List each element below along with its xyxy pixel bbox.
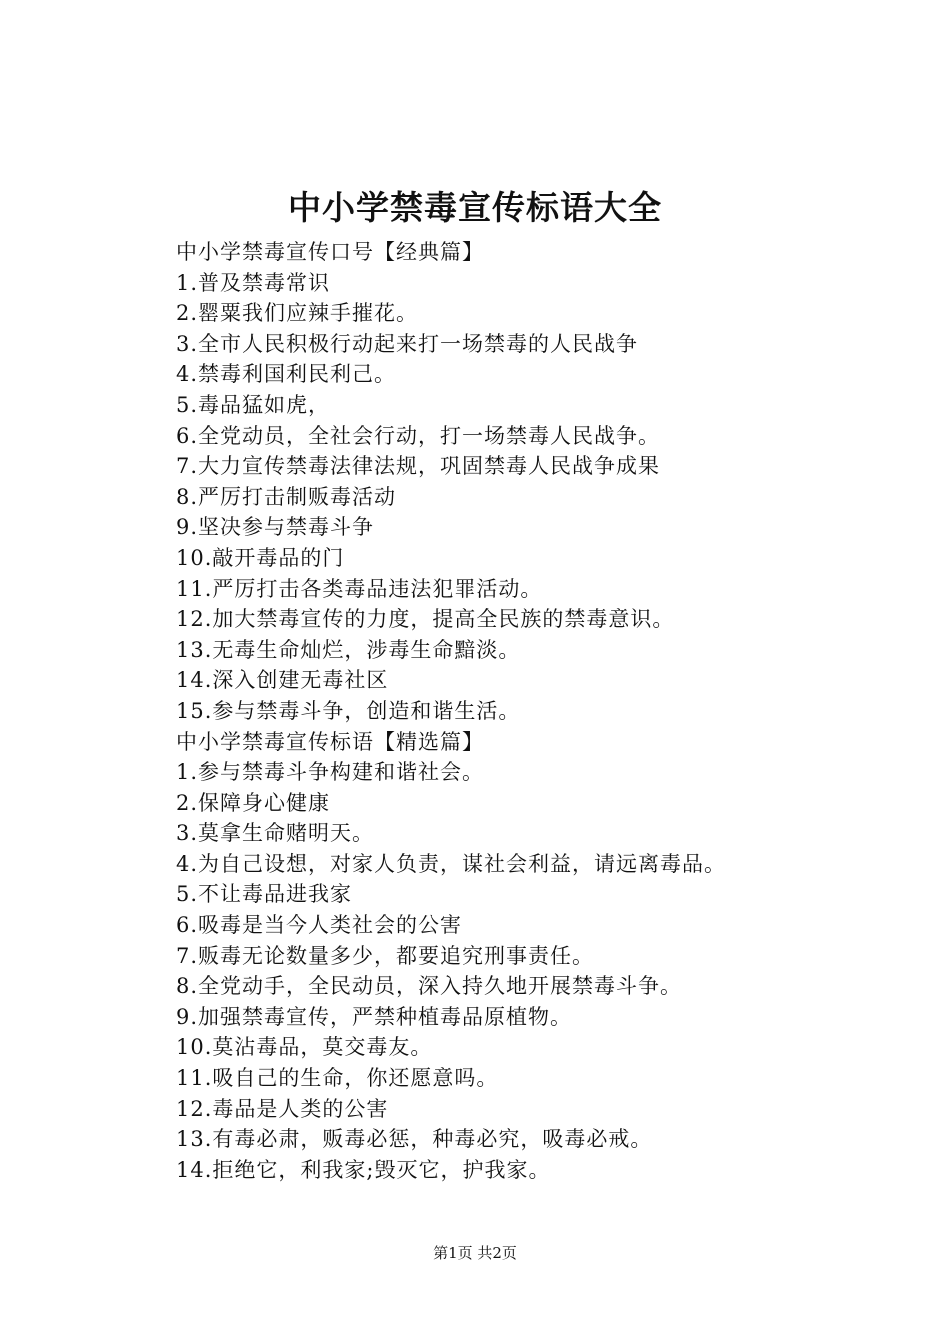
list-item: 7.大力宣传禁毒法律法规，巩固禁毒人民战争成果 bbox=[176, 454, 661, 479]
list-item: 12.加大禁毒宣传的力度，提高全民族的禁毒意识。 bbox=[176, 607, 675, 632]
list-item: 13.有毒必肃，贩毒必惩，种毒必究，吸毒必戒。 bbox=[176, 1127, 653, 1152]
list-item: 8.严厉打击制贩毒活动 bbox=[176, 484, 397, 509]
page-number: 第1页 共2页 bbox=[433, 1244, 517, 1262]
list-item: 11.严厉打击各类毒品违法犯罪活动。 bbox=[176, 576, 543, 601]
list-item: 1.参与禁毒斗争构建和谐社会。 bbox=[176, 760, 485, 785]
list-item: 2.保障身心健康 bbox=[176, 790, 331, 815]
list-item: 14.深入创建无毒社区 bbox=[176, 668, 389, 693]
list-item: 11.吸自己的生命，你还愿意吗。 bbox=[176, 1066, 499, 1091]
document-title: 中小学禁毒宣传标语大全 bbox=[288, 188, 662, 227]
list-item: 8.全党动手，全民动员，深入持久地开展禁毒斗争。 bbox=[176, 974, 683, 999]
list-item: 2.罂粟我们应辣手摧花。 bbox=[176, 301, 419, 326]
list-item: 1.普及禁毒常识 bbox=[176, 270, 331, 295]
list-item: 7.贩毒无论数量多少，都要追究刑事责任。 bbox=[176, 943, 595, 968]
list-item: 5.不让毒品进我家 bbox=[176, 882, 353, 907]
list-item: 10.敲开毒品的门 bbox=[176, 545, 345, 570]
list-item: 13.无毒生命灿烂，涉毒生命黯淡。 bbox=[176, 637, 521, 662]
list-item: 3.莫拿生命赌明天。 bbox=[176, 821, 375, 846]
list-item: 14.拒绝它，利我家;毁灭它，护我家。 bbox=[176, 1157, 551, 1182]
list-item: 12.毒品是人类的公害 bbox=[176, 1096, 389, 1121]
list-item: 9.坚决参与禁毒斗争 bbox=[176, 515, 375, 540]
list-item: 15.参与禁毒斗争，创造和谐生活。 bbox=[176, 698, 521, 723]
list-item: 6.全党动员，全社会行动，打一场禁毒人民战争。 bbox=[176, 423, 661, 448]
list-item: 9.加强禁毒宣传，严禁种植毒品原植物。 bbox=[176, 1004, 573, 1029]
list-item: 6.吸毒是当今人类社会的公害 bbox=[176, 913, 463, 938]
section-heading: 中小学禁毒宣传标语【精选篇】 bbox=[176, 729, 484, 754]
list-item: 10.莫沾毒品，莫交毒友。 bbox=[176, 1035, 433, 1060]
list-item: 4.禁毒利国利民利己。 bbox=[176, 362, 397, 387]
list-item: 3.全市人民积极行动起来打一场禁毒的人民战争 bbox=[176, 331, 639, 356]
list-item: 5.毒品猛如虎， bbox=[176, 392, 331, 417]
list-item: 4.为自己设想，对家人负责，谋社会利益，请远离毒品。 bbox=[176, 851, 727, 876]
section-heading: 中小学禁毒宣传口号【经典篇】 bbox=[176, 240, 484, 264]
document-body bbox=[176, 237, 856, 1185]
